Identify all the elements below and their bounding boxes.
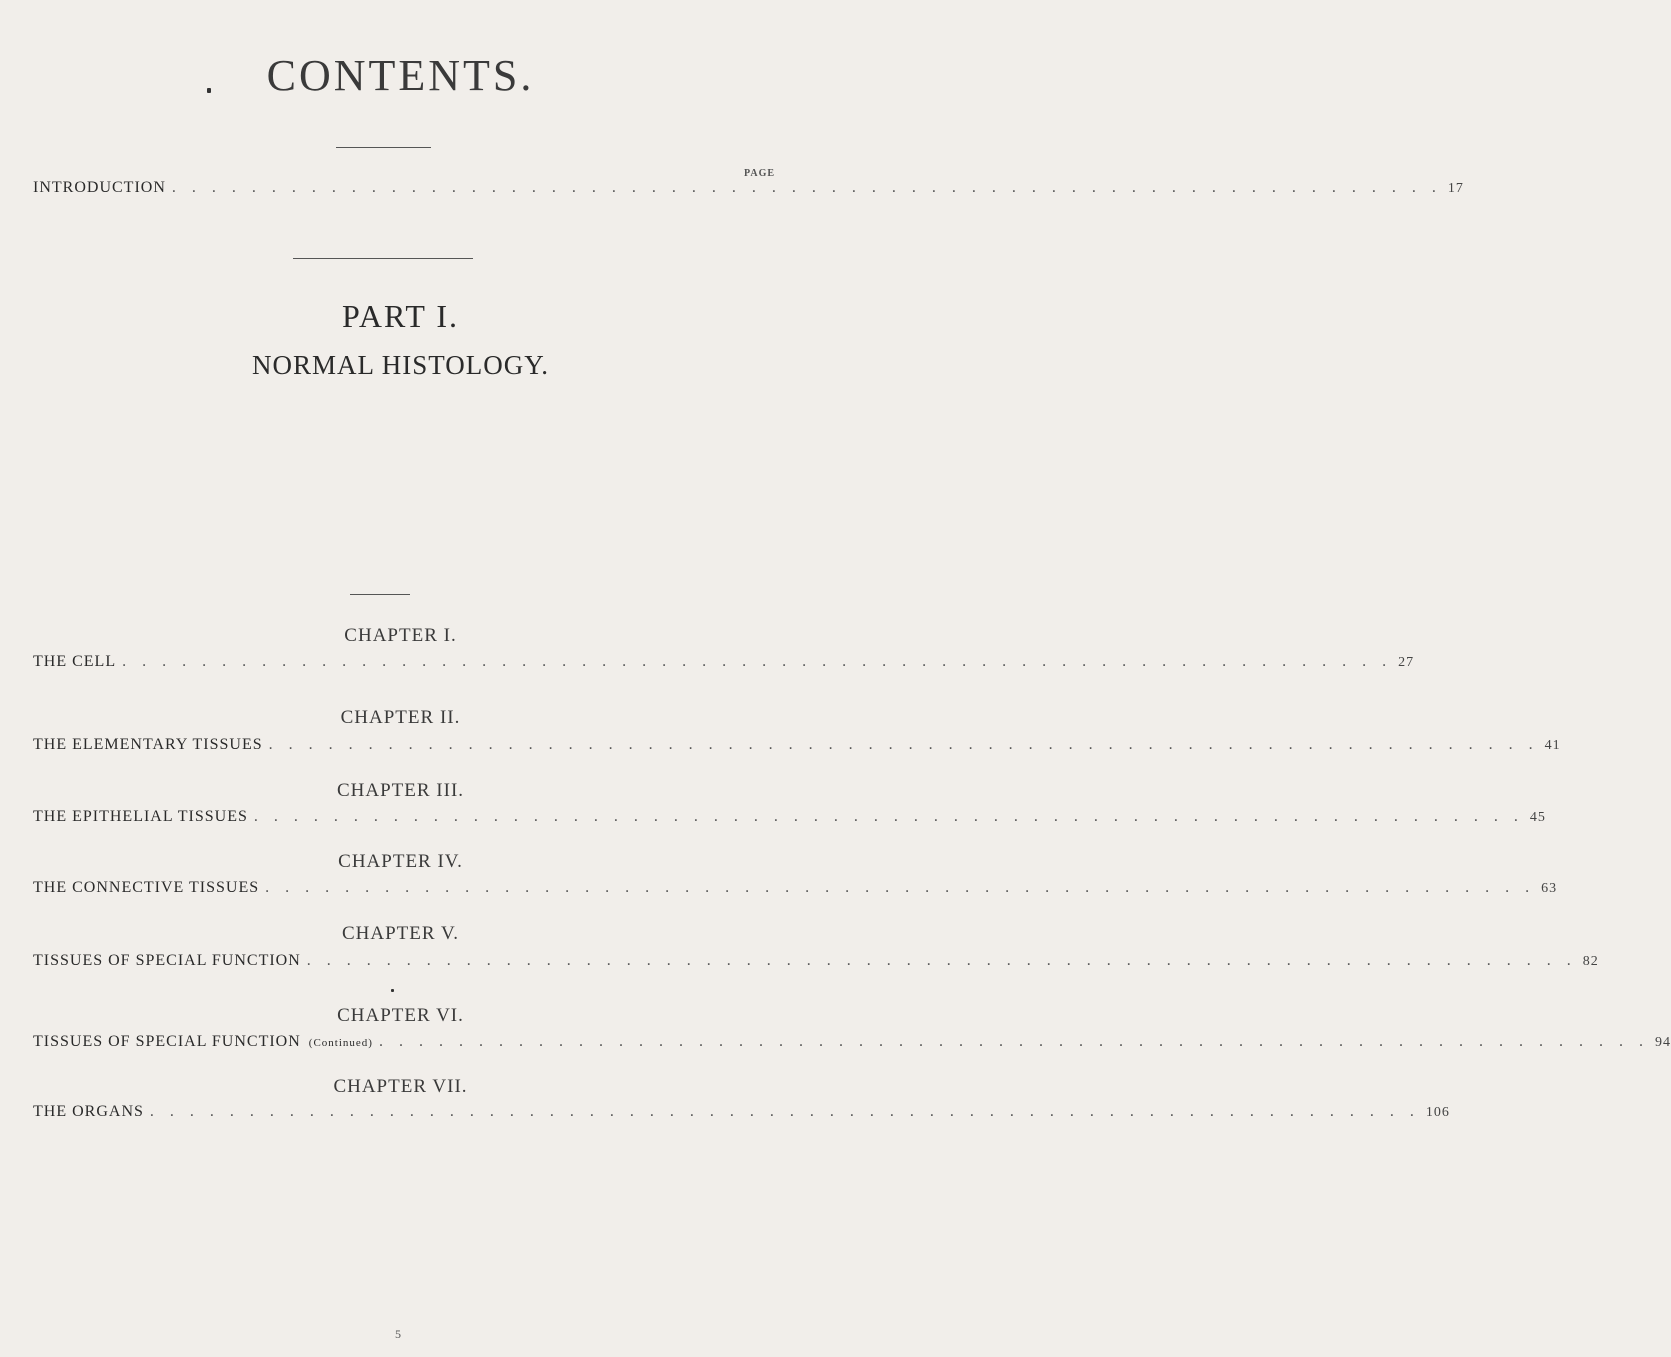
chapter-heading: CHAPTER I.	[344, 625, 457, 646]
toc-entry-label: TISSUES OF SPECIAL FUNCTION	[33, 952, 301, 969]
toc-entry-label: THE EPITHELIAL TISSUES	[33, 808, 248, 825]
toc-entry-page: 106	[1425, 1105, 1450, 1120]
title-divider	[336, 147, 431, 148]
chapter-heading: CHAPTER VII.	[333, 1076, 468, 1097]
dot-leader: . . . . . . . . . . . . . . . . . . . . . . . . . . . . . . . . . . . . . . . . . . . . . . . . . . . . . . . . . . . . . . . .	[253, 808, 1524, 825]
ink-speck	[391, 989, 394, 992]
chapter-heading: CHAPTER VI.	[337, 1005, 464, 1026]
chapter-heading: CHAPTER V.	[342, 923, 459, 944]
toc-entry-page: 41	[1544, 738, 1561, 753]
toc-entry-label: THE ELEMENTARY TISSUES	[33, 736, 263, 753]
chapter-heading: CHAPTER II.	[340, 707, 461, 728]
dot-leader: . . . . . . . . . . . . . . . . . . . . . . . . . . . . . . . . . . . . . . . . . . . . . . . . . . . . . . . . . . . . . . . .	[149, 1103, 1420, 1120]
dot-leader: . . . . . . . . . . . . . . . . . . . . . . . . . . . . . . . . . . . . . . . . . . . . . . . . . . . . . . . . . . . . . . . .	[268, 736, 1539, 753]
section-divider	[293, 258, 473, 259]
toc-entry-note: (Continued)	[308, 1037, 373, 1049]
toc-entry-label: THE CELL	[33, 653, 117, 670]
page-number: 5	[395, 1327, 401, 1341]
toc-entry-page: 82	[1582, 954, 1599, 969]
toc-entry[interactable]	[33, 653, 1415, 677]
dot-leader: . . . . . . . . . . . . . . . . . . . . . . . . . . . . . . . . . . . . . . . . . . . . . . . . . . . . . . . . . . . . . . . .	[265, 879, 1536, 896]
dot-leader: . . . . . . . . . . . . . . . . . . . . . . . . . . . . . . . . . . . . . . . . . . . . . . . . . . . . . . . . . . . . . . . .	[171, 179, 1442, 196]
toc-entry-page: 17	[1447, 181, 1464, 196]
toc-entry-label: THE CONNECTIVE TISSUES	[33, 879, 260, 896]
part-subtitle: NORMAL HISTOLOGY.	[251, 350, 550, 380]
toc-entry[interactable]	[33, 952, 1599, 976]
toc-entry[interactable]	[33, 1033, 1671, 1057]
toc-entry[interactable]	[33, 736, 1561, 760]
toc-entry[interactable]	[33, 879, 1558, 903]
page-column-label: PAGE	[744, 168, 776, 179]
page-title: CONTENTS.	[266, 51, 535, 100]
toc-entry-label: TISSUES OF SPECIAL FUNCTION	[33, 1033, 301, 1050]
toc-entry-page: 63	[1541, 881, 1558, 896]
dot-leader: . . . . . . . . . . . . . . . . . . . . . . . . . . . . . . . . . . . . . . . . . . . . . . . . . . . . . . . . . . . . . . . .	[122, 653, 1393, 670]
part-divider	[350, 594, 410, 595]
toc-entry[interactable]	[33, 1103, 1450, 1127]
toc-entry-page: 27	[1398, 655, 1415, 670]
part-heading: PART I.	[341, 298, 459, 334]
chapter-heading: CHAPTER III.	[336, 780, 465, 801]
toc-entry[interactable]	[33, 808, 1546, 832]
toc-entry-label: THE ORGANS	[33, 1103, 144, 1120]
toc-entry-page: 45	[1529, 810, 1546, 825]
dot-leader: . . . . . . . . . . . . . . . . . . . . . . . . . . . . . . . . . . . . . . . . . . . . . . . . . . . . . . . . . . . . . . . .	[306, 952, 1577, 969]
toc-entry-introduction[interactable]	[33, 179, 1464, 203]
toc-entry-label: INTRODUCTION	[33, 179, 166, 196]
dot-leader: . . . . . . . . . . . . . . . . . . . . . . . . . . . . . . . . . . . . . . . . . . . . . . . . . . . . . . . . . . . . . . . .	[378, 1033, 1649, 1050]
toc-entry-page: 94	[1654, 1035, 1671, 1050]
chapter-heading: CHAPTER IV.	[338, 851, 463, 872]
